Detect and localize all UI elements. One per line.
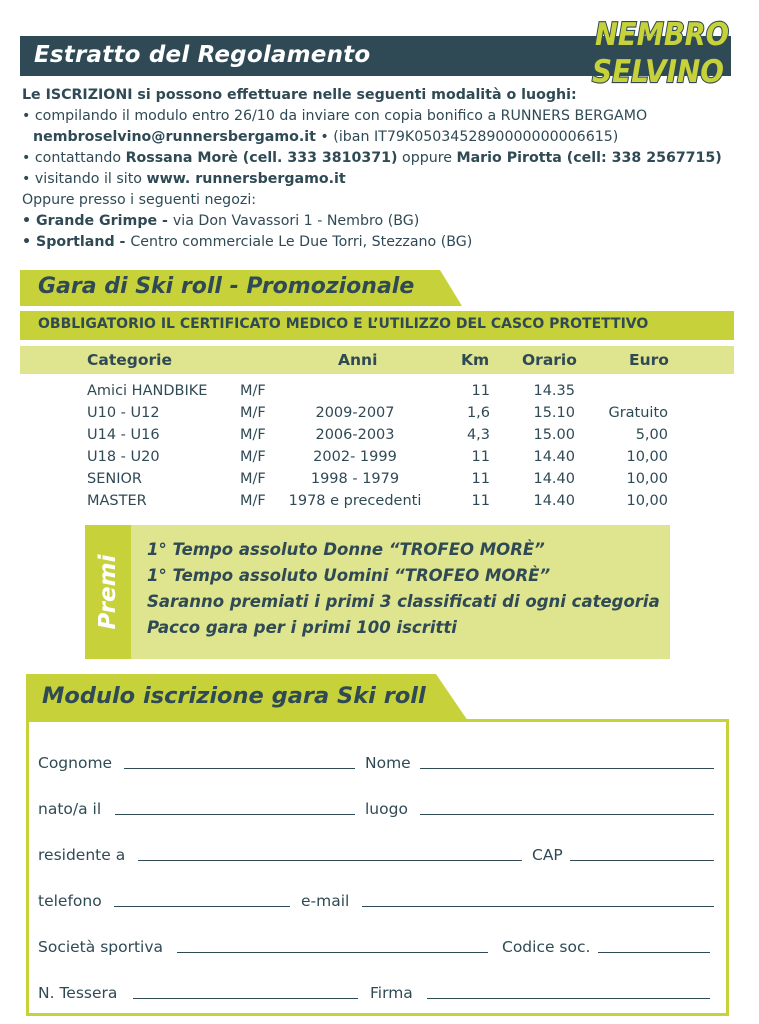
cell-categoria: U10 - U12 [87, 405, 160, 421]
reg-line-2 [33, 127, 618, 148]
table-row [0, 427, 759, 449]
shop-2-address: Centro commerciale Le Due Torri, Stezzano (BG) [130, 234, 473, 250]
cognome-field[interactable] [124, 768, 355, 769]
cell-euro: 10,00 [626, 449, 668, 465]
label-residente: residente a [38, 846, 126, 864]
cell-orario: 15.00 [533, 427, 575, 443]
reg-line3-c: oppure [397, 150, 457, 166]
cell-sesso: M/F [240, 493, 266, 509]
premi-label: Premi [95, 554, 121, 630]
table-row [0, 471, 759, 493]
cell-orario: 14.40 [533, 493, 575, 509]
logo-line-2: SELVINO [592, 54, 724, 88]
reg-line-4 [22, 169, 346, 190]
label-cognome: Cognome [38, 754, 113, 772]
cell-km: 11 [471, 471, 490, 487]
cell-anni: 2009-2007 [315, 405, 395, 421]
reg-website: www. runnersbergamo.it [146, 171, 346, 187]
tessera-field[interactable] [133, 998, 358, 999]
label-telefono: telefono [38, 892, 102, 910]
cell-anni: 1978 e precedenti [288, 493, 422, 509]
premi-line-4: Pacco gara per i primi 100 iscritti [147, 618, 457, 637]
cell-anni: 2002- 1999 [313, 449, 397, 465]
luogo-field[interactable] [420, 814, 714, 815]
codice-field[interactable] [598, 952, 710, 953]
label-firma: Firma [370, 984, 413, 1002]
cell-categoria: U14 - U16 [87, 427, 160, 443]
label-nome: Nome [365, 754, 411, 772]
col-km: Km [461, 351, 490, 369]
table-row [0, 405, 759, 427]
reg-email: nembroselvino@runnersbergamo.it [33, 129, 316, 145]
cell-sesso: M/F [240, 427, 266, 443]
premi-line-3: Saranno premiati i primi 3 classificati di ogni categoria [147, 592, 660, 611]
cell-orario: 15.10 [533, 405, 575, 421]
label-tessera: N. Tessera [38, 984, 118, 1002]
nembro-selvino-logo [584, 12, 734, 88]
cell-sesso: M/F [240, 383, 266, 399]
cell-sesso: M/F [240, 405, 266, 421]
reg-intro [22, 85, 577, 106]
page-title: Estratto del Regolamento [34, 42, 371, 68]
col-anni: Anni [338, 351, 378, 369]
col-euro: Euro [629, 351, 669, 369]
gara-title: Gara di Ski roll - Promozionale [38, 274, 415, 299]
residente-field[interactable] [138, 860, 522, 861]
cell-categoria: SENIOR [87, 471, 142, 487]
reg-intro-text: Le ISCRIZIONI si possono effettuare nelle seguenti modalità o luoghi: [22, 87, 577, 103]
nome-field[interactable] [420, 768, 714, 769]
reg-contact-1: Rossana Morè (cell. 333 3810371) [125, 150, 398, 166]
cap-field[interactable] [570, 860, 714, 861]
societa-field[interactable] [177, 952, 488, 953]
shop-1-address: via Don Vavassori 1 - Nembro (BG) [172, 213, 420, 229]
cell-categoria: U18 - U20 [87, 449, 160, 465]
nato-field[interactable] [115, 814, 355, 815]
firma-field[interactable] [427, 998, 710, 999]
cell-km: 11 [471, 449, 490, 465]
reg-shop-1 [22, 211, 419, 232]
reg-shop-2 [22, 232, 472, 253]
email-field[interactable] [362, 906, 714, 907]
label-cap: CAP [532, 846, 563, 864]
table-row [0, 383, 759, 405]
table-row [0, 449, 759, 471]
reg-line3-a: • contattando [22, 150, 126, 166]
premi-line-1: 1° Tempo assoluto Donne “TROFEO MORÈ” [147, 540, 545, 559]
cell-euro: 5,00 [635, 427, 668, 443]
cell-anni: 1998 - 1979 [310, 471, 400, 487]
cell-anni: 2006-2003 [315, 427, 395, 443]
label-codice: Codice soc. [502, 938, 591, 956]
cell-orario: 14.40 [533, 471, 575, 487]
label-luogo: luogo [365, 800, 408, 818]
reg-line-1: • compilando il modulo entro 26/10 da inviare con copia bonifico a RUNNERS BERGAMO [22, 108, 648, 124]
obbligatorio-text: OBBLIGATORIO IL CERTIFICATO MEDICO E L’UTILIZZO DEL CASCO PROTETTIVO [38, 316, 649, 332]
label-societa: Società sportiva [38, 938, 164, 956]
cell-orario: 14.35 [533, 383, 575, 399]
cell-sesso: M/F [240, 471, 266, 487]
shop-1-name: • Grande Grimpe - [22, 213, 173, 229]
modulo-title: Modulo iscrizione gara Ski roll [42, 683, 426, 709]
reg-line4-a: • visitando il sito [22, 171, 147, 187]
shop-2-name: • Sportland - [22, 234, 131, 250]
cell-euro: 10,00 [626, 471, 668, 487]
cell-categoria: Amici HANDBIKE [87, 383, 208, 399]
label-nato: nato/a il [38, 800, 102, 818]
cell-km: 11 [471, 383, 490, 399]
cell-sesso: M/F [240, 449, 266, 465]
logo-line-1: NEMBRO [595, 17, 729, 53]
reg-contact-2: Mario Pirotta (cell: 338 2567715) [456, 150, 722, 166]
cell-orario: 14.40 [533, 449, 575, 465]
reg-line-3 [22, 148, 722, 169]
reg-line-5: Oppure presso i seguenti negozi: [22, 192, 257, 208]
cell-km: 11 [471, 493, 490, 509]
col-categorie: Categorie [87, 351, 172, 369]
cell-euro: Gratuito [608, 405, 668, 421]
cell-euro: 10,00 [626, 493, 668, 509]
table-row [0, 493, 759, 515]
label-email: e-mail [301, 892, 350, 910]
telefono-field[interactable] [114, 906, 290, 907]
reg-iban: • (iban IT79K0503452890000000006615) [315, 129, 619, 145]
cell-km: 1,6 [466, 405, 490, 421]
cell-km: 4,3 [466, 427, 490, 443]
premi-line-2: 1° Tempo assoluto Uomini “TROFEO MORÈ” [147, 566, 551, 585]
cell-categoria: MASTER [87, 493, 147, 509]
col-orario: Orario [522, 351, 577, 369]
